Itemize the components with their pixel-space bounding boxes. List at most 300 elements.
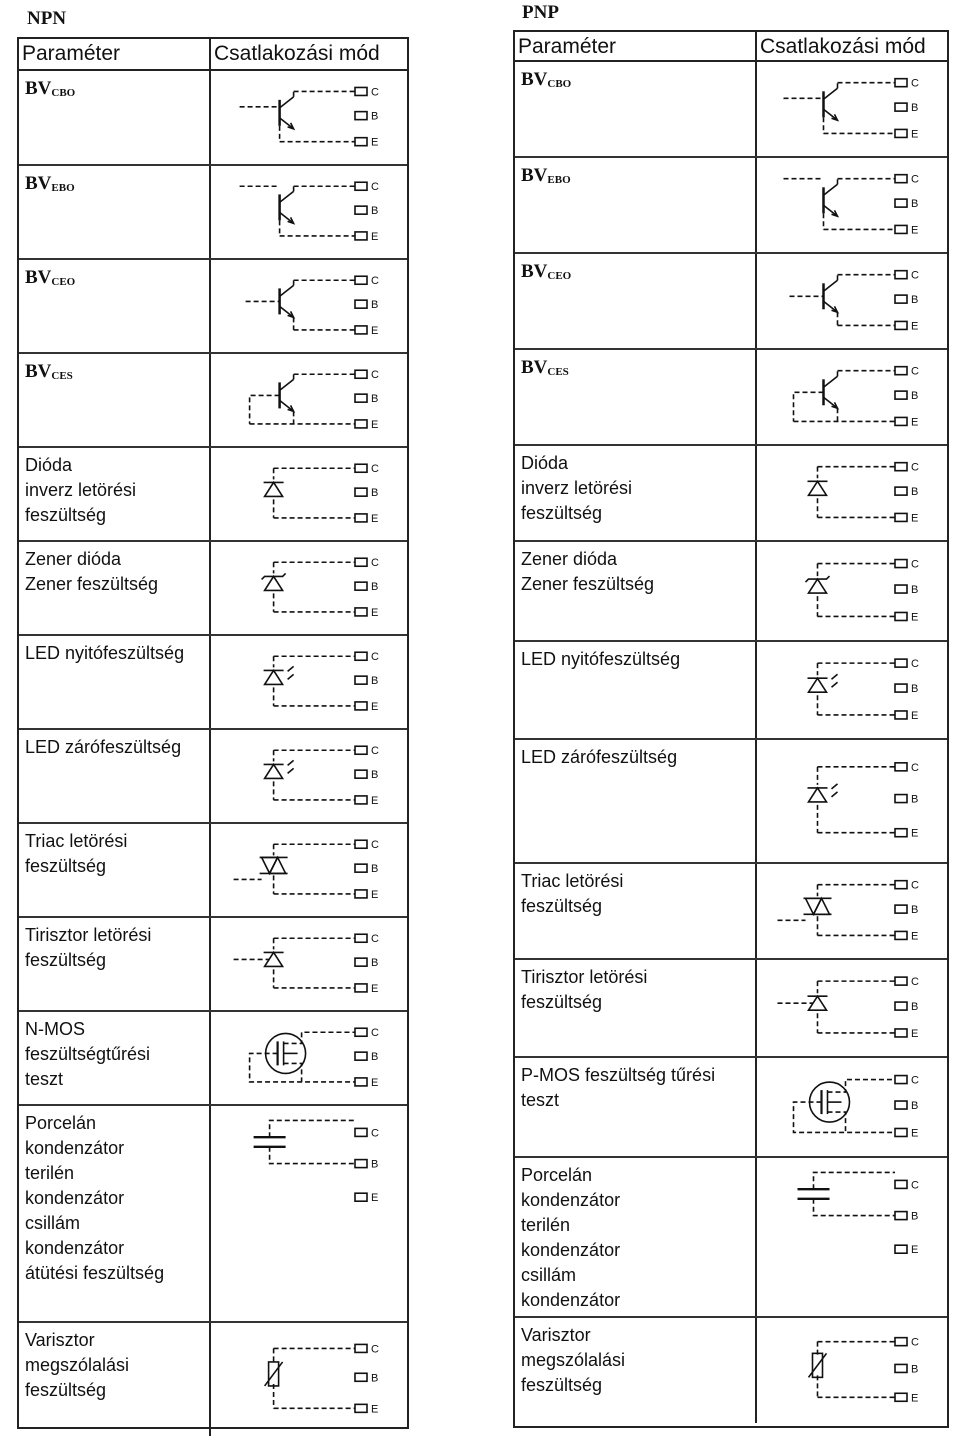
parameter-label xyxy=(19,636,209,728)
pin-label-e: E xyxy=(911,320,919,333)
pin-label-b: B xyxy=(371,863,379,876)
terminal-b xyxy=(355,676,367,684)
pin-label-b: B xyxy=(371,110,379,123)
terminal-b xyxy=(895,1002,907,1010)
bv-symbol: BV xyxy=(25,267,52,288)
terminal-e xyxy=(355,890,367,898)
pin-label-c: C xyxy=(911,77,919,90)
varistor-schematic xyxy=(757,1318,947,1423)
parameter-line: feszültség xyxy=(25,505,107,525)
table-row xyxy=(515,642,947,740)
pin-label-e: E xyxy=(911,512,919,525)
parameter-line: megszólalási xyxy=(25,1355,130,1375)
parameter-label xyxy=(19,166,209,258)
table-row xyxy=(515,446,947,542)
parameter-line: Porcelán xyxy=(521,1165,593,1185)
pin-label-c: C xyxy=(911,461,919,474)
parameter-label xyxy=(19,1012,209,1104)
led-reverse-diagram xyxy=(211,730,407,822)
parameter-line: inverz letörési xyxy=(25,480,137,500)
pin-label-c: C xyxy=(911,173,919,186)
terminal-b xyxy=(895,585,907,593)
transistor-ces-diagram xyxy=(211,354,407,446)
parameter-label xyxy=(515,1058,755,1156)
parameter-label xyxy=(515,1158,755,1316)
terminal-b xyxy=(355,582,367,590)
transistor-ceo-diagram xyxy=(211,260,407,352)
diode-schematic xyxy=(211,448,407,540)
pin-label-c: C xyxy=(371,1127,379,1140)
terminal-c xyxy=(895,1338,907,1346)
pin-label-e: E xyxy=(911,1392,919,1405)
capacitor-schematic xyxy=(757,1158,947,1316)
thyristor-schematic xyxy=(211,918,407,1010)
bv-subscript: CEO xyxy=(547,270,572,282)
terminal-b xyxy=(355,1052,367,1060)
terminal-c xyxy=(895,763,907,771)
terminal-c xyxy=(355,276,367,284)
pin-label-c: C xyxy=(371,275,379,288)
parameter-line: Triac letörési xyxy=(521,871,624,891)
pin-label-b: B xyxy=(911,1210,919,1223)
parameter-line: Zener dióda xyxy=(521,549,618,569)
pin-label-e: E xyxy=(911,611,919,624)
terminal-c xyxy=(895,1180,907,1188)
pin-label-e: E xyxy=(371,794,379,807)
terminal-c xyxy=(895,1076,907,1084)
led-forward-schematic xyxy=(757,642,947,738)
header-mode: Csatlakozási mód xyxy=(214,42,380,65)
pin-label-e: E xyxy=(911,709,919,722)
terminal-b xyxy=(895,1212,907,1220)
table-row xyxy=(515,1058,947,1158)
pin-label-e: E xyxy=(911,224,919,237)
led-forward-diagram xyxy=(757,642,947,738)
parameter-line: kondenzátor xyxy=(25,1238,125,1258)
parameter-line: Zener feszültség xyxy=(521,574,655,594)
parameter-line: kondenzátor xyxy=(521,1290,621,1310)
parameter-label xyxy=(515,740,755,862)
terminal-c xyxy=(895,271,907,279)
terminal-e xyxy=(895,513,907,521)
table-row xyxy=(19,918,407,1012)
parameter-label xyxy=(515,960,755,1056)
parameter-line: teszt xyxy=(521,1090,560,1110)
parameter-line: csillám xyxy=(521,1265,577,1285)
terminal-e xyxy=(895,711,907,719)
terminal-b xyxy=(895,391,907,399)
pin-label-e: E xyxy=(371,1403,379,1416)
table-row xyxy=(19,166,407,260)
parameter-line: Varisztor xyxy=(521,1325,591,1345)
thyristor-diagram xyxy=(757,960,947,1056)
parameter-label xyxy=(515,446,755,540)
pin-label-b: B xyxy=(371,957,379,970)
parameter-line: kondenzátor xyxy=(521,1240,621,1260)
parameter-label xyxy=(515,1318,755,1423)
parameter-line: Triac letörési xyxy=(25,831,128,851)
pin-label-b: B xyxy=(911,486,919,499)
terminal-e xyxy=(355,1404,367,1412)
parameter-line: teszt xyxy=(25,1069,64,1089)
terminal-e xyxy=(895,612,907,620)
table-row xyxy=(515,542,947,642)
diode-diagram xyxy=(757,446,947,540)
table-row xyxy=(515,864,947,960)
bv-subscript: CBO xyxy=(51,87,76,99)
transistor-cbo-diagram xyxy=(211,71,407,164)
pin-label-b: B xyxy=(911,1363,919,1376)
pin-label-e: E xyxy=(911,1244,919,1257)
terminal-c xyxy=(895,463,907,471)
table-row xyxy=(19,1323,407,1436)
bv-symbol: BV xyxy=(521,261,548,282)
bv-subscript: CEO xyxy=(51,276,76,288)
zener-diagram xyxy=(757,542,947,640)
parameter-label xyxy=(19,1323,209,1436)
terminal-c xyxy=(895,977,907,985)
triac-diagram xyxy=(757,864,947,958)
transistor-ceo-diagram xyxy=(757,254,947,348)
pin-label-b: B xyxy=(371,1372,379,1385)
parameter-line: feszültség xyxy=(521,1375,603,1395)
transistor-ces-schematic xyxy=(757,350,947,444)
pin-label-e: E xyxy=(371,230,379,243)
parameter-line: terilén xyxy=(25,1163,75,1183)
pin-label-b: B xyxy=(371,581,379,594)
pin-label-c: C xyxy=(911,365,919,378)
pin-label-c: C xyxy=(911,976,919,989)
pin-label-e: E xyxy=(911,1027,919,1040)
terminal-c xyxy=(355,87,367,95)
parameter-label xyxy=(515,62,755,156)
pin-label-c: C xyxy=(911,558,919,571)
pin-label-c: C xyxy=(371,463,379,476)
transistor-cbo-schematic xyxy=(757,62,947,156)
pin-label-b: B xyxy=(371,1158,379,1171)
terminal-e xyxy=(355,138,367,146)
capacitor-diagram xyxy=(211,1106,407,1321)
terminal-e xyxy=(355,1193,367,1201)
bv-symbol: BV xyxy=(25,173,52,194)
table-row xyxy=(515,350,947,446)
pin-label-b: B xyxy=(911,294,919,307)
pin-label-b: B xyxy=(371,675,379,688)
led-reverse-schematic xyxy=(757,740,947,862)
triac-diagram xyxy=(211,824,407,916)
terminal-c xyxy=(895,881,907,889)
pin-label-b: B xyxy=(371,205,379,218)
parameter-line: feszültségtűrési xyxy=(25,1044,151,1064)
parameter-label xyxy=(19,542,209,634)
terminal-c xyxy=(895,175,907,183)
parameter-line: LED zárófeszültség xyxy=(521,747,678,767)
zener-schematic xyxy=(211,542,407,634)
terminal-c xyxy=(895,367,907,375)
parameter-label xyxy=(19,1106,209,1321)
terminal-c xyxy=(355,1344,367,1352)
terminal-c xyxy=(895,659,907,667)
header-mode: Csatlakozási mód xyxy=(760,35,926,58)
pin-label-c: C xyxy=(371,1027,379,1040)
parameter-line: Dióda xyxy=(25,455,73,475)
table-row xyxy=(19,1106,407,1323)
pin-label-e: E xyxy=(371,418,379,431)
transistor-cbo-diagram xyxy=(757,62,947,156)
terminal-c xyxy=(355,1128,367,1136)
pin-label-e: E xyxy=(371,1076,379,1089)
pin-label-b: B xyxy=(371,299,379,312)
zener-schematic xyxy=(757,542,947,640)
pin-label-c: C xyxy=(371,839,379,852)
terminal-b xyxy=(355,770,367,778)
bv-symbol: BV xyxy=(25,361,52,382)
pin-label-e: E xyxy=(911,1127,919,1140)
pin-label-c: C xyxy=(371,933,379,946)
transistor-ebo-diagram xyxy=(757,158,947,252)
pnp-table xyxy=(513,30,949,1428)
terminal-b xyxy=(355,1160,367,1168)
terminal-c xyxy=(355,464,367,472)
thyristor-schematic xyxy=(757,960,947,1056)
pin-label-e: E xyxy=(371,700,379,713)
terminal-c xyxy=(895,560,907,568)
parameter-line: feszültség xyxy=(521,503,603,523)
table-row xyxy=(515,1318,947,1423)
table-row xyxy=(19,260,407,354)
terminal-e xyxy=(355,232,367,240)
parameter-line: feszültség xyxy=(25,856,107,876)
pin-label-b: B xyxy=(371,1051,379,1064)
table-header xyxy=(19,39,407,71)
varistor-schematic xyxy=(211,1323,407,1436)
terminal-c xyxy=(895,79,907,87)
transistor-ceo-schematic xyxy=(211,260,407,352)
terminal-e xyxy=(355,420,367,428)
parameter-line: megszólalási xyxy=(521,1350,626,1370)
pin-label-c: C xyxy=(911,658,919,671)
terminal-c xyxy=(355,558,367,566)
terminal-b xyxy=(895,905,907,913)
varistor-diagram xyxy=(757,1318,947,1423)
diode-schematic xyxy=(757,446,947,540)
terminal-e xyxy=(895,931,907,939)
pin-label-e: E xyxy=(371,606,379,619)
table-row xyxy=(515,62,947,158)
terminal-b xyxy=(355,206,367,214)
transistor-cbo-schematic xyxy=(211,71,407,164)
pin-label-b: B xyxy=(371,487,379,500)
terminal-b xyxy=(895,295,907,303)
parameter-line: LED nyitófeszültség xyxy=(25,643,185,663)
npn-table xyxy=(17,37,409,1429)
parameter-line: Tirisztor letörési xyxy=(521,967,648,987)
bv-subscript: EBO xyxy=(547,174,571,186)
parameter-label xyxy=(19,260,209,352)
terminal-b xyxy=(895,684,907,692)
parameter-label xyxy=(515,864,755,958)
bv-symbol: BV xyxy=(521,69,548,90)
pin-label-c: C xyxy=(911,1179,919,1192)
table-row xyxy=(515,960,947,1058)
mosfet-diagram xyxy=(757,1058,947,1156)
parameter-label xyxy=(515,350,755,444)
terminal-c xyxy=(355,182,367,190)
pin-label-b: B xyxy=(371,393,379,406)
terminal-c xyxy=(355,1028,367,1036)
pin-label-e: E xyxy=(911,930,919,943)
transistor-ebo-schematic xyxy=(211,166,407,258)
table-row xyxy=(19,71,407,166)
pin-label-b: B xyxy=(371,769,379,782)
pin-label-b: B xyxy=(911,1100,919,1113)
terminal-b xyxy=(355,1373,367,1381)
table-row xyxy=(19,636,407,730)
terminal-e xyxy=(355,326,367,334)
pin-label-b: B xyxy=(911,904,919,917)
pin-label-e: E xyxy=(911,128,919,141)
table-header xyxy=(515,32,947,62)
pin-label-c: C xyxy=(371,745,379,758)
terminal-e xyxy=(355,514,367,522)
pin-label-e: E xyxy=(371,136,379,149)
terminal-b xyxy=(355,958,367,966)
terminal-e xyxy=(355,984,367,992)
table-row xyxy=(19,448,407,542)
parameter-line: feszültség xyxy=(521,992,603,1012)
pin-label-c: C xyxy=(911,761,919,774)
transistor-ceo-schematic xyxy=(757,254,947,348)
terminal-c xyxy=(355,370,367,378)
capacitor-diagram xyxy=(757,1158,947,1316)
terminal-b xyxy=(355,488,367,496)
parameter-label xyxy=(19,918,209,1010)
terminal-e xyxy=(355,608,367,616)
npn-title: NPN xyxy=(27,8,67,29)
bv-symbol: BV xyxy=(521,357,548,378)
terminal-e xyxy=(895,1029,907,1037)
pin-label-e: E xyxy=(371,324,379,337)
parameter-line: Porcelán xyxy=(25,1113,97,1133)
transistor-ces-schematic xyxy=(211,354,407,446)
pin-label-c: C xyxy=(371,651,379,664)
table-row xyxy=(515,158,947,254)
parameter-line: kondenzátor xyxy=(521,1190,621,1210)
parameter-line: feszültség xyxy=(25,950,107,970)
table-row xyxy=(515,1158,947,1318)
transistor-ces-diagram xyxy=(757,350,947,444)
parameter-label xyxy=(19,71,209,164)
parameter-label xyxy=(515,158,755,252)
pin-label-e: E xyxy=(911,416,919,429)
terminal-b xyxy=(895,795,907,803)
parameter-line: Zener dióda xyxy=(25,549,122,569)
bv-subscript: EBO xyxy=(51,182,75,194)
transistor-ebo-diagram xyxy=(211,166,407,258)
parameter-line: kondenzátor xyxy=(25,1138,125,1158)
terminal-b xyxy=(895,103,907,111)
terminal-e xyxy=(895,1393,907,1401)
terminal-c xyxy=(355,840,367,848)
parameter-line: Varisztor xyxy=(25,1330,95,1350)
bv-symbol: BV xyxy=(521,165,548,186)
terminal-e xyxy=(895,829,907,837)
terminal-e xyxy=(355,1078,367,1086)
parameter-line: Dióda xyxy=(521,453,569,473)
parameter-label xyxy=(515,642,755,738)
parameter-label xyxy=(19,354,209,446)
header-param: Paraméter xyxy=(22,42,121,65)
pin-label-e: E xyxy=(911,827,919,840)
diode-diagram xyxy=(211,448,407,540)
bv-subscript: CBO xyxy=(547,78,572,90)
pin-label-c: C xyxy=(911,269,919,282)
parameter-line: N-MOS xyxy=(25,1019,85,1039)
pin-label-b: B xyxy=(911,683,919,696)
pin-label-c: C xyxy=(371,557,379,570)
terminal-e xyxy=(895,225,907,233)
terminal-c xyxy=(355,746,367,754)
pin-label-c: C xyxy=(371,1343,379,1356)
pin-label-c: C xyxy=(371,181,379,194)
parameter-label xyxy=(19,448,209,540)
pin-label-b: B xyxy=(911,793,919,806)
parameter-label xyxy=(19,824,209,916)
terminal-e xyxy=(355,702,367,710)
terminal-e xyxy=(355,796,367,804)
pin-label-e: E xyxy=(371,982,379,995)
terminal-e xyxy=(895,129,907,137)
pnp-title: PNP xyxy=(522,2,559,23)
table-row xyxy=(515,254,947,350)
led-reverse-schematic xyxy=(211,730,407,822)
pin-label-c: C xyxy=(911,1336,919,1349)
parameter-line: LED zárófeszültség xyxy=(25,737,182,757)
parameter-label xyxy=(515,254,755,348)
pin-label-b: B xyxy=(911,390,919,403)
capacitor-schematic xyxy=(211,1106,407,1321)
parameter-line xyxy=(521,1313,749,1316)
pin-label-c: C xyxy=(371,369,379,382)
pin-label-e: E xyxy=(371,1192,379,1205)
terminal-b xyxy=(355,864,367,872)
parameter-line: terilén xyxy=(521,1215,571,1235)
parameter-line: P-MOS feszültség tűrési xyxy=(521,1065,716,1085)
parameter-line: átütési feszültség xyxy=(25,1263,165,1283)
terminal-b xyxy=(895,1364,907,1372)
terminal-b xyxy=(895,1101,907,1109)
terminal-c xyxy=(355,652,367,660)
led-forward-schematic xyxy=(211,636,407,728)
mosfet-diagram xyxy=(211,1012,407,1104)
parameter-line: LED nyitófeszültség xyxy=(521,649,681,669)
parameter-line: csillám xyxy=(25,1213,81,1233)
parameter-line: feszültség xyxy=(25,1380,107,1400)
pin-label-e: E xyxy=(371,888,379,901)
triac-schematic xyxy=(211,824,407,916)
parameter-line: inverz letörési xyxy=(521,478,633,498)
pin-label-b: B xyxy=(911,584,919,597)
table-row xyxy=(19,824,407,918)
bv-subscript: CES xyxy=(547,366,569,378)
zener-diagram xyxy=(211,542,407,634)
table-row xyxy=(515,740,947,864)
terminal-e xyxy=(895,1245,907,1253)
pin-label-e: E xyxy=(371,512,379,525)
table-row xyxy=(19,1012,407,1106)
pin-label-b: B xyxy=(911,198,919,211)
parameter-label xyxy=(515,542,755,640)
